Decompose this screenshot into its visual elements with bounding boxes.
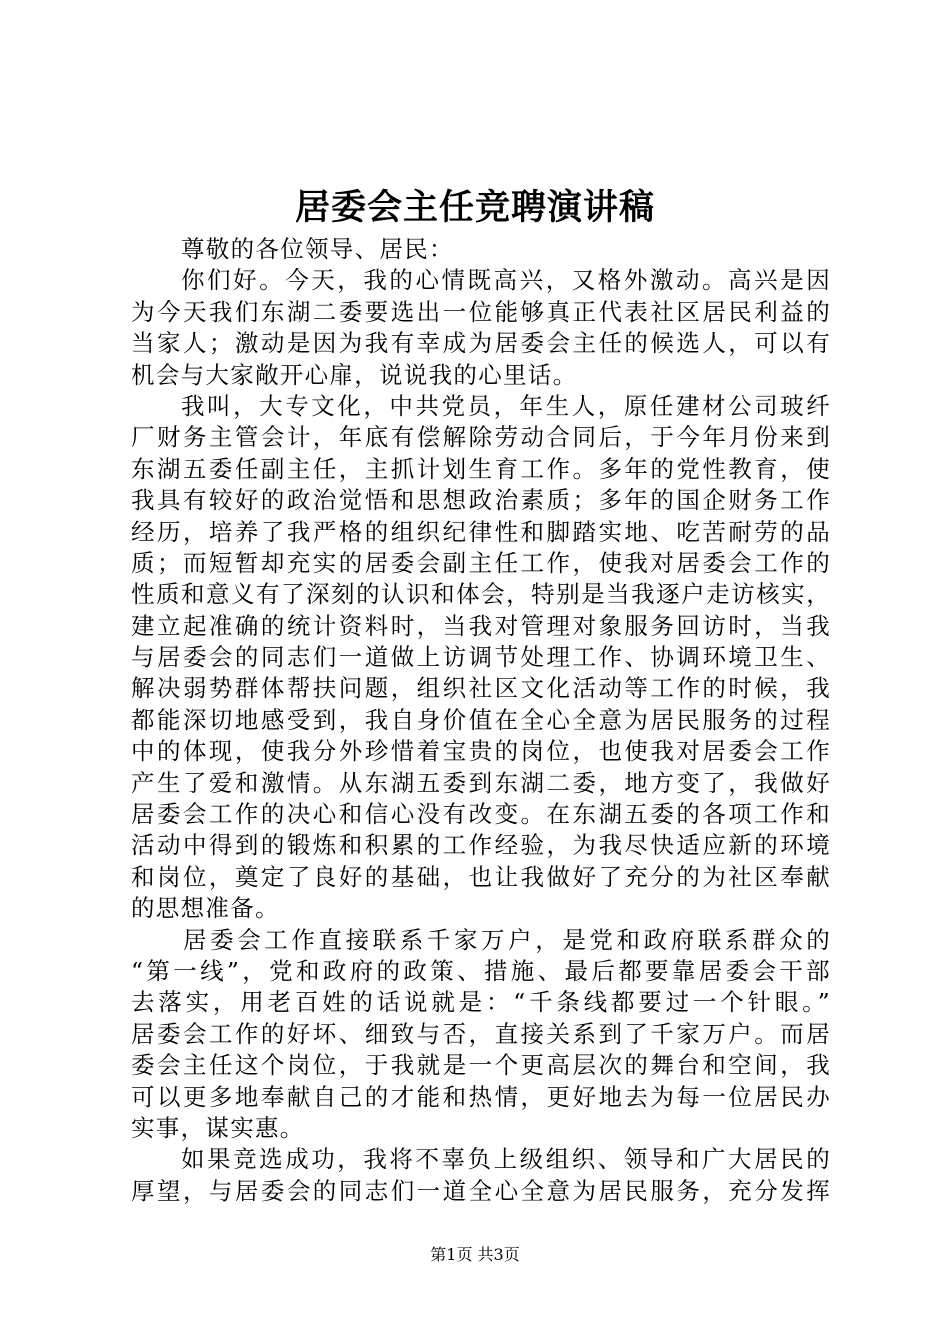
text-line: 质；而短暂却充实的居委会副主任工作，使我对居委会工作的: [131, 548, 831, 577]
text-line: 如果竞选成功，我将不辜负上级组织、领导和广大居民的: [181, 1145, 831, 1174]
text-line: 居委会工作的好坏、细致与否，直接关系到了千家万户。而居: [131, 1019, 831, 1048]
text-line: 活动中得到的锻炼和积累的工作经验，为我尽快适应新的环境: [131, 831, 831, 860]
text-line: 我叫，大专文化，中共党员，年生人，原任建材公司玻纤: [181, 391, 831, 420]
text-line: 尊敬的各位领导、居民：: [181, 235, 454, 263]
text-line: 委会主任这个岗位，于我就是一个更高层次的舞台和空间，我: [131, 1051, 831, 1080]
text-line: 经历，培养了我严格的组织纪律性和脚踏实地、吃苦耐劳的品: [131, 517, 831, 546]
text-line: 机会与大家敞开心扉，说说我的心里话。: [131, 360, 578, 389]
text-line: 产生了爱和激情。从东湖五委到东湖二委，地方变了，我做好: [131, 768, 831, 797]
page-number: 第1页 共3页: [430, 1245, 520, 1264]
text-line: 中的体现，使我分外珍惜着宝贵的岗位，也使我对居委会工作: [131, 737, 831, 766]
text-line: 解决弱势群体帮扶问题，组织社区文化活动等工作的时候，我: [131, 674, 831, 703]
text-line: 去落实，用老百姓的话说就是：“千条线都要过一个针眼。”: [131, 988, 831, 1017]
text-line: 实事，谋实惠。: [131, 1113, 305, 1142]
text-line: 性质和意义有了深刻的认识和体会，特别是当我逐户走访核实，: [131, 580, 831, 609]
text-line: “第一线”，党和政府的政策、措施、最后都要靠居委会干部: [131, 956, 831, 985]
text-line: 居委会工作直接联系千家万户，是党和政府联系群众的: [183, 925, 831, 954]
document-body: [131, 234, 831, 1207]
text-line: 厂财务主管会计，年底有偿解除劳动合同后，于今年月份来到: [131, 423, 831, 452]
text-line: 我具有较好的政治觉悟和思想政治素质；多年的国企财务工作: [131, 486, 831, 515]
text-line: 厚望，与居委会的同志们一道全心全意为居民服务，充分发挥: [131, 1176, 831, 1205]
text-line: 东湖五委任副主任，主抓计划生育工作。多年的党性教育，使: [131, 454, 831, 483]
text-line: 当家人；激动是因为我有幸成为居委会主任的候选人，可以有: [131, 329, 831, 358]
text-line: 建立起准确的统计资料时，当我对管理对象服务回访时，当我: [131, 611, 831, 640]
document-title: 居委会主任竞聘演讲稿: [294, 187, 655, 228]
text-line: 都能深切地感受到，我自身价值在全心全意为居民服务的过程: [131, 705, 831, 734]
text-line: 与居委会的同志们一道做上访调节处理工作、协调环境卫生、: [131, 643, 831, 672]
text-line: 可以更多地奉献自己的才能和热情，更好地去为每一位居民办: [131, 1082, 831, 1111]
text-line: 居委会工作的决心和信心没有改变。在东湖五委的各项工作和: [131, 800, 831, 829]
text-line: 你们好。今天，我的心情既高兴，又格外激动。高兴是因: [181, 266, 831, 295]
text-line: 的思想准备。: [131, 894, 280, 923]
text-line: 为今天我们东湖二委要选出一位能够真正代表社区居民利益的: [131, 297, 831, 326]
text-line: 和岗位，奠定了良好的基础，也让我做好了充分的为社区奉献: [131, 862, 831, 891]
